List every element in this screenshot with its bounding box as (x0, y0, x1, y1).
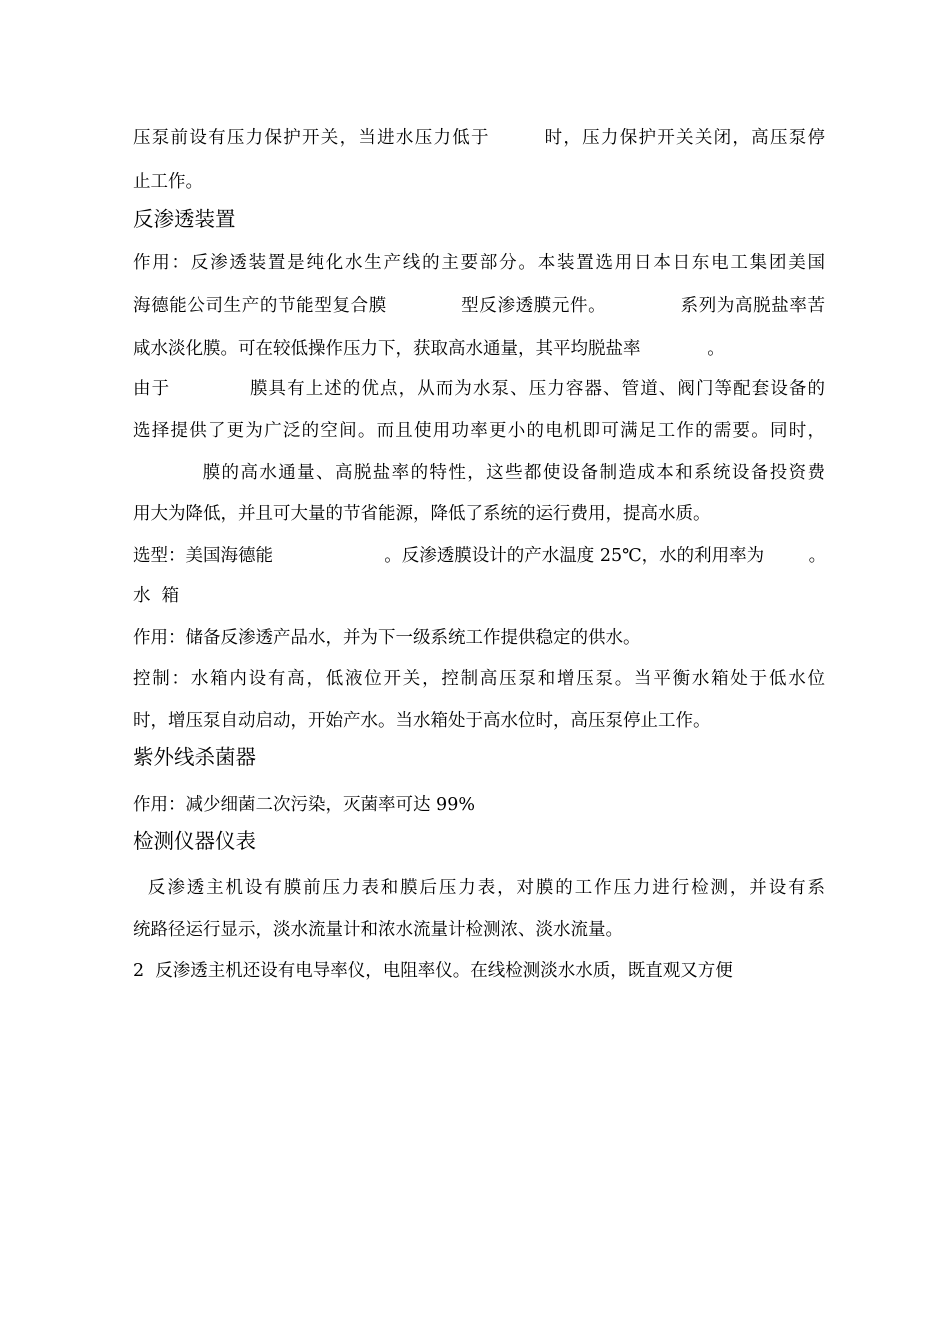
uv-p1-line-1: 作用：减少细菌二次污染，灭菌率可达 99% (133, 795, 475, 815)
instruments-p1-line-2: 统路径运行显示，淡水流量计和浓水流量计检测浓、淡水流量。 (133, 920, 623, 940)
tank-p2-line-2: 时，增压泵自动启动，开始产水。当水箱处于高水位时，高压泵停止工作。 (133, 711, 711, 731)
heading-uv-sterilizer: 紫外线杀菌器 (133, 745, 256, 769)
heading-instruments: 检测仪器仪表 (133, 829, 256, 853)
ro-p1-line-2: 海德能公司生产的节能型复合膜 型反渗透膜元件。 系列为高脱盐率苦 (133, 296, 825, 316)
ro-p2-line-2: 选择提供了更为广泛的空间。而且使用功率更小的电机即可满足工作的需要。同时， (133, 421, 825, 441)
tank-p2-line-1: 控制：水箱内设有高，低液位开关，控制高压泵和增压泵。当平衡水箱处于低水位 (133, 669, 825, 689)
intro-line-2: 止工作。 (133, 172, 203, 192)
heading-reverse-osmosis: 反渗透装置 (133, 207, 236, 231)
ro-p3-line-1: 选型：美国海德能 。反渗透膜设计的产水温度 25℃，水的利用率为 。 (133, 546, 827, 566)
ro-p1-line-3: 咸水淡化膜。可在较低操作压力下，获取高水通量，其平均脱盐率 。 (133, 339, 725, 359)
tank-p1-line-1: 作用：储备反渗透产品水，并为下一级系统工作提供稳定的供水。 (133, 628, 641, 648)
instruments-p2-line-1: 2 反渗透主机还设有电导率仪，电阻率仪。在线检测淡水水质，既直观又方便 (133, 961, 733, 981)
instruments-p1-line-1: 反渗透主机设有膜前压力表和膜后压力表，对膜的工作压力进行检测，并设有系 (133, 878, 825, 898)
intro-line-1: 压泵前设有压力保护开关，当进水压力低于 时，压力保护开关关闭，高压泵停 (133, 128, 825, 148)
ro-p1-line-1: 作用：反渗透装置是纯化水生产线的主要部分。本装置选用日本日东电工集团美国 (133, 253, 825, 273)
ro-p2-line-1: 由于 膜具有上述的优点，从而为水泵、压力容器、管道、阀门等配套设备的 (133, 379, 825, 399)
heading-water-tank: 水 箱 (133, 586, 180, 606)
ro-p2-line-4: 用大为降低，并且可大量的节省能源，降低了系统的运行费用，提高水质。 (133, 504, 711, 524)
ro-p2-line-3: 膜的高水通量、高脱盐率的特性，这些都使设备制造成本和系统设备投资费 (133, 463, 825, 483)
